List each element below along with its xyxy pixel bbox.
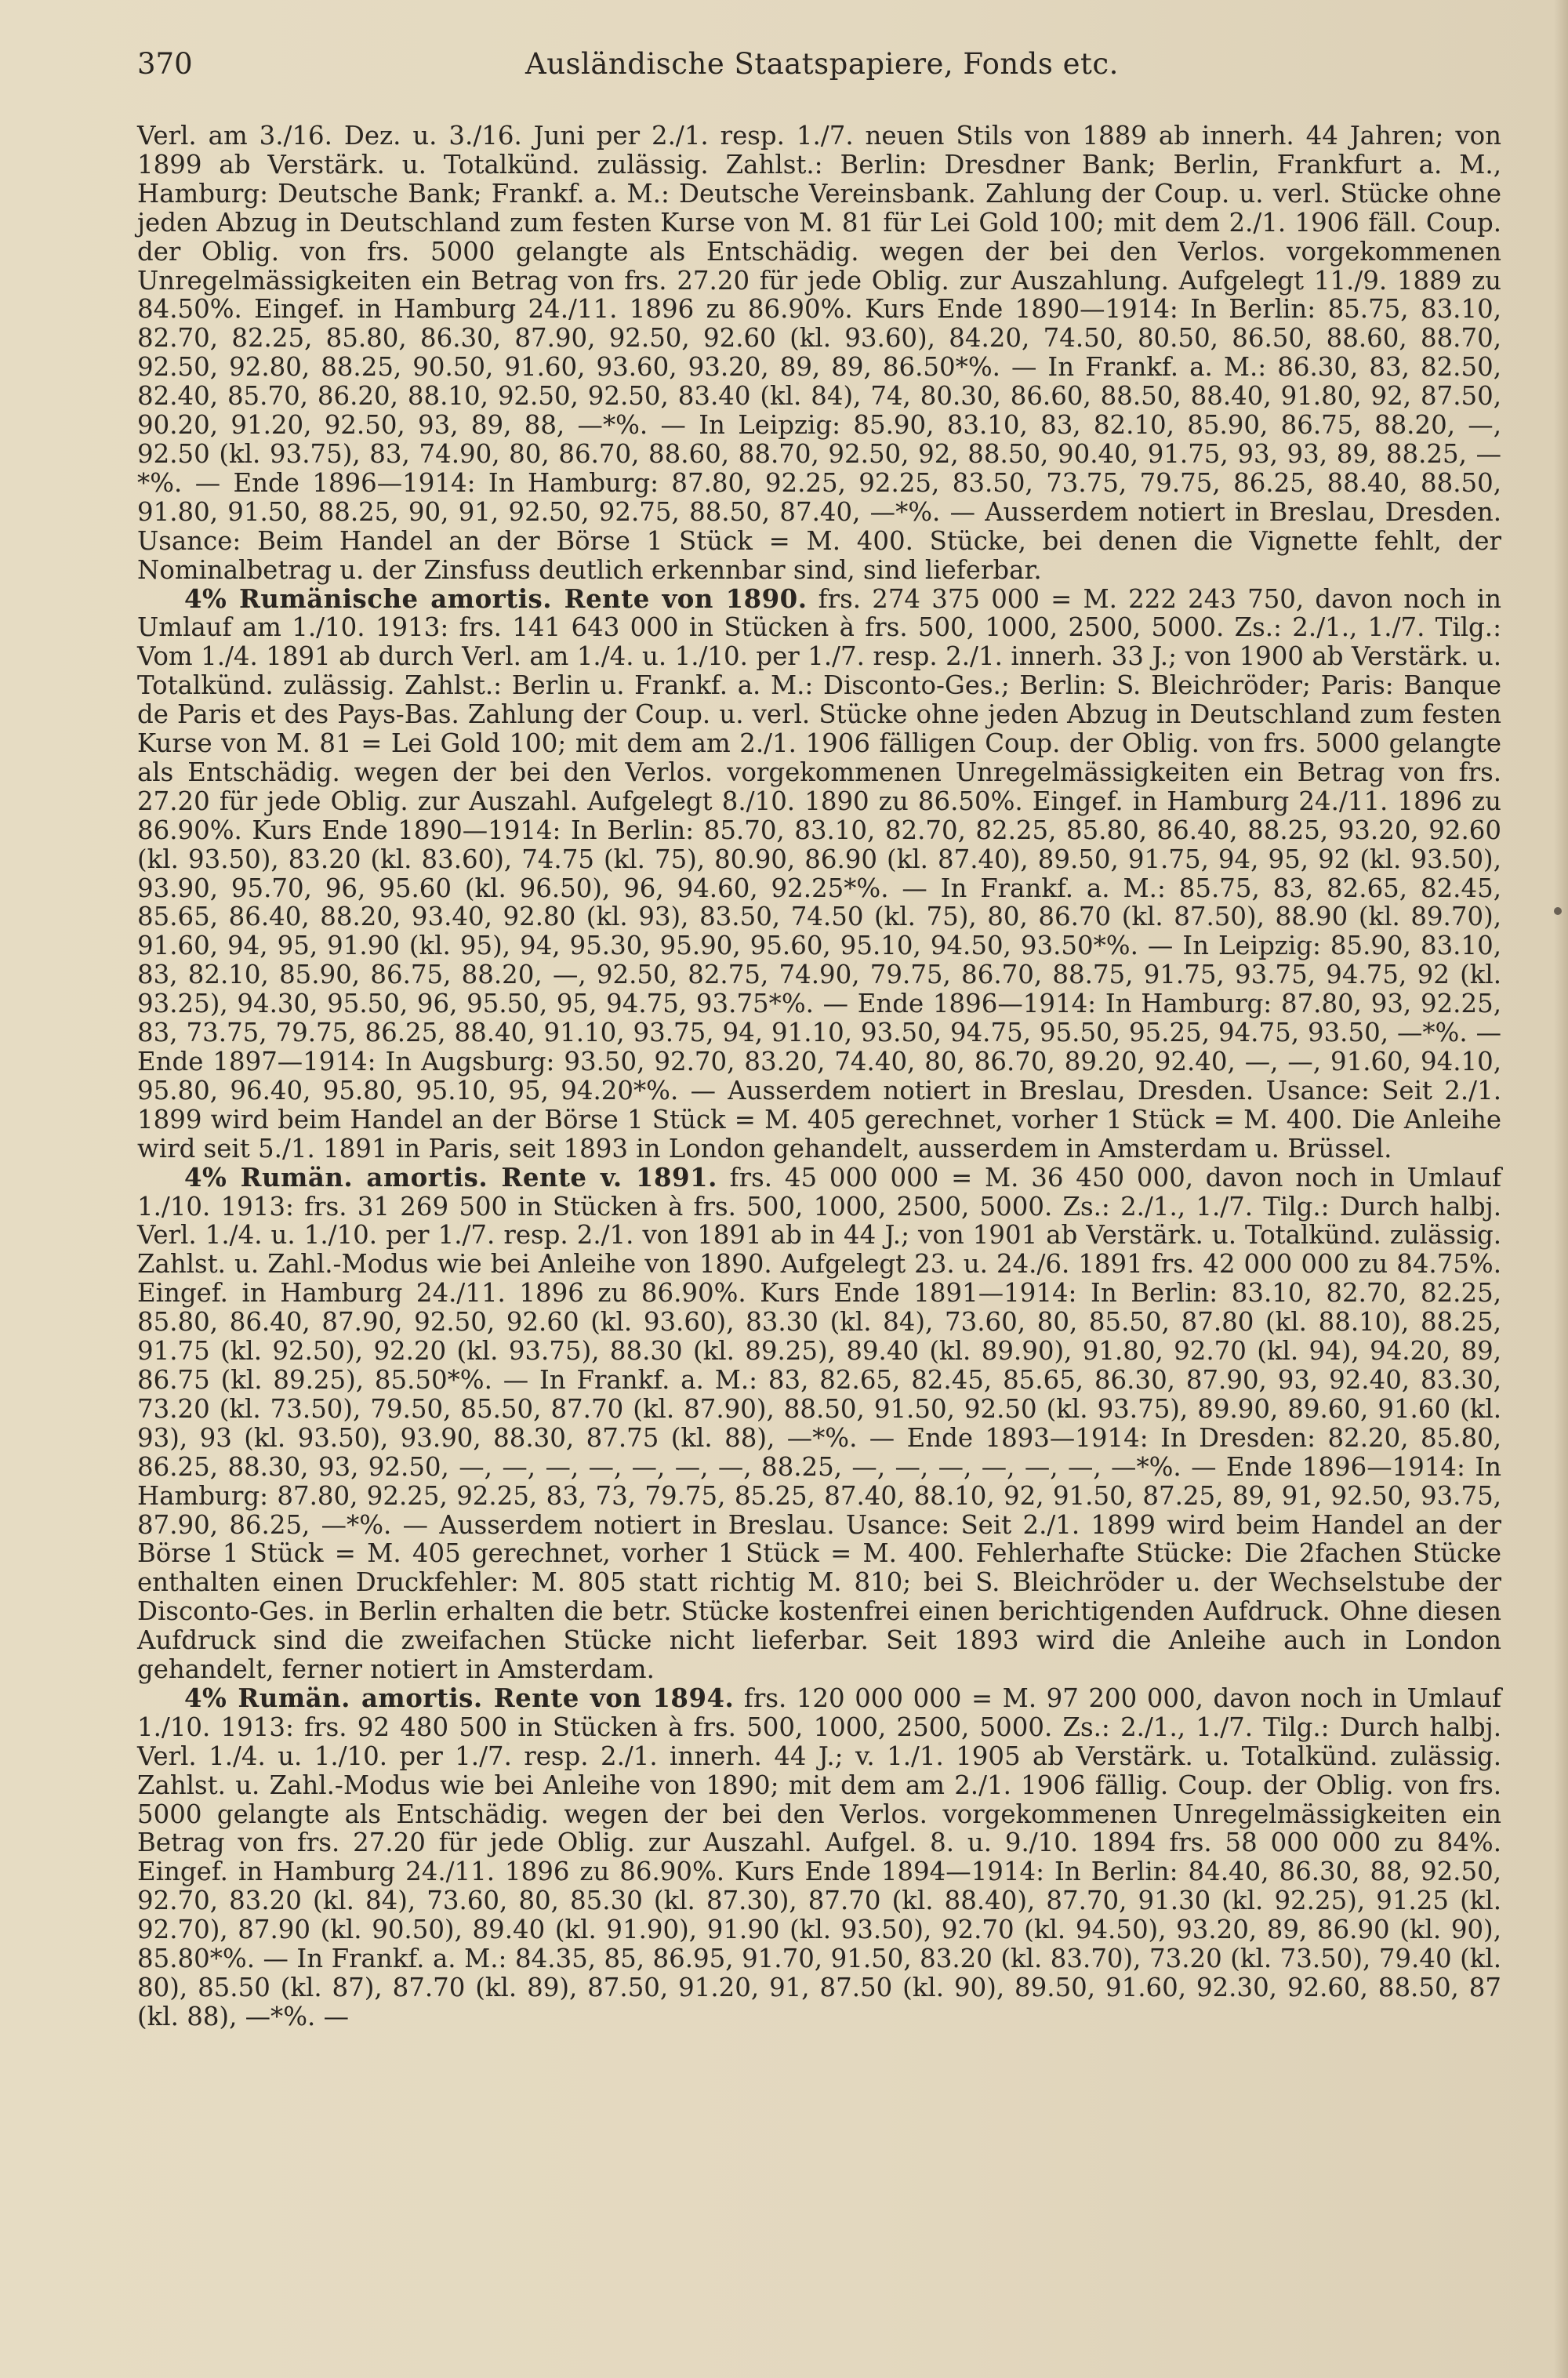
page-body [137,122,1501,2031]
paragraph-text: Verl. am 3./16. Dez. u. 3./16. Juni per 2./1. resp. 1./7. neuen Stils von 1889 ab innerh. 44 Jahren; von 1899 ab Verstärk. u. Totalkünd. zulässig. Zahlst.: Berlin: Dresdner Bank; Berlin, Frankfurt a. M., Hamburg: Deutsche Bank; Frankf. a. M.: Deutsche Vereinsbank. Zahlung der Coup. u. verl. Stücke ohne jeden Abzug in Deutschland zum festen Kurse von M. 81 für Lei Gold 100; mit dem 2./1. 1906 fäll. Coup. der Oblig. von frs. 5000 gelangte als Entschädig. wegen der bei den Verlos. vorgekommenen Unregelmässigkeiten ein Betrag von frs. 27.20 für jede Oblig. zur Auszahlung. Aufgelegt 11./9. 1889 zu 84.50%. Eingef. in Hamburg 24./11. 1896 zu 86.90%. Kurs Ende 1890—1914: In Berlin: 85.75, 83.10, 82.70, 82.25, 85.80, 86.30, 87.90, 92.50, 92.60 (kl. 93.60), 84.20, 74.50, 80.50, 86.50, 88.60, 88.70, 92.50, 92.80, 88.25, 90.50, 91.60, 93.60, 93.20, 89, 89, 86.50*%. — In Frankf. a. M.: 86.30, 83, 82.50, 82.40, 85.70, 86.20, 88.10, 92.50, 92.50, 83.40 (kl. 84), 74, 80.30, 86.60, 88.50, 88.40, 91.80, 92, 87.50, 90.20, 91.20, 92.50, 93, 89, 88, —*%. — In Leipzig: 85.90, 83.10, 83, 82.10, 85.90, 86.75, 88.20, —, 92.50 (kl. 93.75), 83, 74.90, 80, 86.70, 88.60, 88.70, 92.50, 92, 88.50, 90.40, 91.75, 93, 93, 89, 88.25, —*%. — Ende 1896—1914: In Hamburg: 87.80, 92.25, 92.25, 83.50, 73.75, 79.75, 86.25, 88.40, 88.50, 91.80, 91.50, 88.25, 90, 91, 92.50, 92.75, 88.50, 87.40, —*%. — Ausserdem notiert in Breslau, Dresden. Usance: Beim Handel an der Börse 1 Stück = M. 400. Stücke, bei denen die Vignette fehlt, der Nominalbetrag u. der Zinsfuss deutlich erkennbar sind, sind lieferbar. [137,121,1501,585]
entry-text: frs. 120 000 000 = M. 97 200 000, davon noch in Umlauf 1./10. 1913: frs. 92 480 500 in Stücken à frs. 500, 1000, 2500, 5000. Zs.: 2./1., 1./7. Tilg.: Durch halbj. Verl. 1./4. u. 1./10. per 1./7. resp. 2./1. innerh. 44 J.; v. 1./1. 1905 ab Verstärk. u. Totalkünd. zulässig. Zahlst. u. Zahl.-Modus wie bei Anleihe von 1890; mit dem am 2./1. 1906 fällig. Coup. der Oblig. von frs. 5000 gelangte als Entschädig. wegen der bei den Verlos. vorgekommenen Unregelmässigkeiten ein Betrag von frs. 27.20 für jede Oblig. zur Auszahl. Aufgel. 8. u. 9./10. 1894 frs. 58 000 000 zu 84%. Eingef. in Hamburg 24./11. 1896 zu 86.90%. Kurs Ende 1894—1914: In Berlin: 84.40, 86.30, 88, 92.50, 92.70, 83.20 (kl. 84), 73.60, 80, 85.30 (kl. 87.30), 87.70 (kl. 88.40), 87.70, 91.30 (kl. 92.25), 91.25 (kl. 92.70), 87.90 (kl. 90.50), 89.40 (kl. 91.90), 91.90 (kl. 93.50), 92.70 (kl. 94.50), 93.20, 89, 86.90 (kl. 90), 85.80*%. — In Frankf. a. M.: 84.35, 85, 86.95, 91.70, 91.50, 83.20 (kl. 83.70), 73.20 (kl. 73.50), 79.40 (kl. 80), 85.50 (kl. 87), 87.70 (kl. 89), 87.50, 91.20, 91, 87.50 (kl. 90), 89.50, 91.60, 92.30, 92.60, 88.50, 87 (kl. 88), —*%. — [137,1683,1501,2031]
entry-rente-1890 [137,585,1501,1164]
entry-heading: 4% Rumän. amortis. Rente von 1894. [184,1683,735,1713]
entry-text: frs. 274 375 000 = M. 222 243 750, davon noch in Umlauf am 1./10. 1913: frs. 141 643 000 in Stücken à frs. 500, 1000, 2500, 5000. Zs.: 2./1., 1./7. Tilg.: Vom 1./4. 1891 ab durch Verl. am 1./4. u. 1./10. per 1./7. resp. 2./1. innerh. 33 J.; von 1900 ab Verstärk. u. Totalkünd. zulässig. Zahlst.: Berlin u. Frankf. a. M.: Disconto-Ges.; Berlin: S. Bleichröder; Paris: Banque de Paris et des Pays-Bas. Zahlung der Coup. u. verl. Stücke ohne jeden Abzug in Deutschland zum festen Kurse von M. 81 = Lei Gold 100; mit dem am 2./1. 1906 fälligen Coup. der Oblig. von frs. 5000 gelangte als Entschädig. wegen der bei den Verlos. vorgekommenen Unregelmässigkeiten ein Betrag von frs. 27.20 für jede Oblig. zur Auszahl. Aufgelegt 8./10. 1890 zu 86.50%. Eingef. in Hamburg 24./11. 1896 zu 86.90%. Kurs Ende 1890—1914: In Berlin: 85.70, 83.10, 82.70, 82.25, 85.80, 86.40, 88.25, 93.20, 92.60 (kl. 93.50), 83.20 (kl. 83.60), 74.75 (kl. 75), 80.90, 86.90 (kl. 87.40), 89.50, 91.75, 94, 95, 92 (kl. 93.50), 93.90, 95.70, 96, 95.60 (kl. 96.50), 96, 94.60, 92.25*%. — In Frankf. a. M.: 85.75, 83, 82.65, 82.45, 85.65, 86.40, 88.20, 93.40, 92.80 (kl. 93), 83.50, 74.50 (kl. 75), 80, 86.70 (kl. 87.50), 88.90 (kl. 89.70), 91.60, 94, 95, 91.90 (kl. 95), 94, 95.30, 95.90, 95.60, 95.10, 94.50, 93.50*%. — In Leipzig: 85.90, 83.10, 83, 82.10, 85.90, 86.75, 88.20, —, 92.50, 82.75, 74.90, 79.75, 86.70, 88.75, 91.75, 93.75, 94.75, 92 (kl. 93.25), 94.30, 95.50, 96, 95.50, 95, 94.75, 93.75*%. — Ende 1896—1914: In Hamburg: 87.80, 93, 92.25, 83, 73.75, 79.75, 86.25, 88.40, 91.10, 93.75, 94, 91.10, 93.50, 94.75, 95.50, 95.25, 94.75, 93.50, —*%. — Ende 1897—1914: In Augsburg: 93.50, 92.70, 83.20, 74.40, 80, 86.70, 89.20, 92.40, —, —, 91.60, 94.10, 95.80, 96.40, 95.80, 95.10, 95, 94.20*%. — Ausserdem notiert in Breslau, Dresden. Usance: Seit 2./1. 1899 wird beim Handel an der Börse 1 Stück = M. 405 gerechnet, vorher 1 Stück = M. 400. Die Anleihe wird seit 5./1. 1891 in Paris, seit 1893 in London gehandelt, ausserdem in Amsterdam u. Brüssel. [137,583,1501,1164]
page-header [137,47,1501,94]
page-edge-shadow [1554,0,1568,2378]
running-title: Ausländische Staatspapiere, Fonds etc. [525,47,1119,81]
entry-rente-1894 [137,1684,1501,2031]
entry-rente-1891 [137,1164,1501,1684]
page-number: 370 [137,47,193,81]
entry-text: frs. 45 000 000 = M. 36 450 000, davon noch in Umlauf 1./10. 1913: frs. 31 269 500 in Stücken à frs. 500, 1000, 2500, 5000. Zs.: 2./1., 1./7. Tilg.: Durch halbj. Verl. 1./4. u. 1./10. per 1./7. resp. 2./1. von 1891 ab in 44 J.; von 1901 ab Verstärk. u. Totalkünd. zulässig. Zahlst. u. Zahl.-Modus wie bei Anleihe von 1890. Aufgelegt 23. u. 24./6. 1891 frs. 42 000 000 zu 84.75%. Eingef. in Hamburg 24./11. 1896 zu 86.90%. Kurs Ende 1891—1914: In Berlin: 83.10, 82.70, 82.25, 85.80, 86.40, 87.90, 92.50, 92.60 (kl. 93.60), 83.30 (kl. 84), 73.60, 80, 85.50, 87.80 (kl. 88.10), 88.25, 91.75 (kl. 92.50), 92.20 (kl. 93.75), 88.30 (kl. 89.25), 89.40 (kl. 89.90), 91.80, 92.70 (kl. 94), 94.20, 89, 86.75 (kl. 89.25), 85.50*%. — In Frankf. a. M.: 83, 82.65, 82.45, 85.65, 86.30, 87.90, 93, 92.40, 83.30, 73.20 (kl. 73.50), 79.50, 85.50, 87.70 (kl. 87.90), 88.50, 91.50, 92.50 (kl. 93.75), 89.90, 89.60, 91.60 (kl. 93), 93 (kl. 93.50), 93.90, 88.30, 87.75 (kl. 88), —*%. — Ende 1893—1914: In Dresden: 82.20, 85.80, 86.25, 88.30, 93, 92.50, —, —, —, —, —, —, —, 88.25, —, —, —, —, —, —, —*%. — Ende 1896—1914: In Hamburg: 87.80, 92.25, 92.25, 83, 73, 79.75, 85.25, 87.40, 88.10, 92, 91.50, 87.25, 89, 91, 92.50, 93.75, 87.90, 86.25, —*%. — Ausserdem notiert in Breslau. Usance: Seit 2./1. 1899 wird beim Handel an der Börse 1 Stück = M. 405 gerechnet, vorher 1 Stück = M. 400. Fehlerhafte Stücke: Die 2fachen Stücke enthalten einen Druckfehler: M. 805 statt richtig M. 810; bei S. Bleichröder u. der Wechselstube der Disconto-Ges. in Berlin erhalten die betr. Stücke kostenfrei einen berichtigenden Aufdruck. Ohne diesen Aufdruck sind die zweifachen Stücke nicht lieferbar. Seit 1893 wird die Anleihe auch in London gehandelt, ferner notiert in Amsterdam. [137,1162,1501,1685]
paragraph-continuation [137,122,1501,585]
entry-heading: 4% Rumänische amortis. Rente von 1890. [184,583,808,614]
entry-heading: 4% Rumän. amortis. Rente v. 1891. [184,1162,717,1193]
